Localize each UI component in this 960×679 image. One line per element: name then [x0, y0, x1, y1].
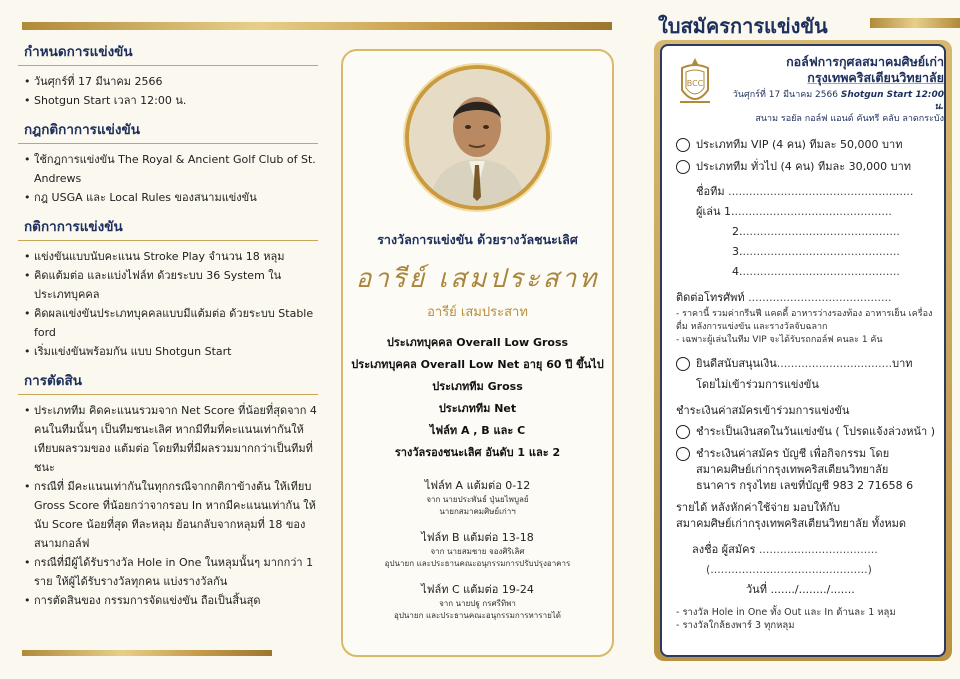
flight-a — [343, 476, 612, 518]
flight-b — [343, 528, 612, 570]
award-item: ประเภททีม Gross — [432, 380, 523, 393]
team-name-field[interactable]: ชื่อทีม ..................................................... — [696, 185, 914, 198]
regulations-section — [18, 118, 318, 207]
section-title: กติกาการแข่งขัน — [18, 215, 318, 241]
option-label: ยินดีสนับสนุนเงิน — [696, 357, 777, 370]
field-label: ติดต่อโทรศัพท์ — [676, 291, 745, 304]
list-item: • Shotgun Start เวลา 12:00 น. — [24, 91, 318, 110]
bank-account-name: สมาคมศิษย์เก่ากรุงเทพคริสเตียนวิทยาลัย — [696, 463, 889, 476]
field-label: ผู้เล่น — [696, 205, 721, 218]
list-item: • กฎ USGA และ Local Rules ของสนามแข่งขัน — [24, 188, 318, 207]
org-name-line2: กรุงเทพคริสเตียนวิทยาลัย — [807, 70, 944, 85]
award-item: ไฟล์ท A , B และ C — [429, 424, 526, 437]
form-title: ใบสมัครการแข่งขัน — [658, 14, 828, 38]
field-label: วันที่ — [746, 583, 767, 596]
award-item: รางวัลรองชนะเลิศ อันดับ 1 และ 2 — [394, 446, 561, 459]
date-field[interactable] — [676, 580, 938, 600]
prize-note-2: - รางวัลใกล้ธงพาร์ 3 ทุกหลุม — [676, 620, 795, 631]
form-title-area — [658, 6, 960, 40]
list-item: • การตัดสินของ กรรมการจัดแข่งขัน ถือเป็นสิ้นสุด — [24, 591, 318, 610]
pay-cash-option[interactable] — [676, 421, 938, 443]
vip-note: - เฉพาะผู้เล่นในทีม VIP จะได้รับรถกอล์ฟ คนละ 1 คัน — [676, 335, 883, 345]
section-title: กำหนดการแข่งขัน — [18, 40, 318, 66]
flight-sponsor: จาก นายประพันธ์ ปุ่นยไพบูลย์ — [426, 495, 529, 504]
top-gold-bar-left — [22, 22, 612, 30]
list-item: • กรณีที่ มีคะแนนเท่ากันในทุกกรณีจากกติกาข้างต้น ให้เทียบ Gross Score ที่น้อยกว่าจากรอบ In หากมีคะแนนเท่ากัน ให้นับ Score น้อยที่สุด ทีละหลุม ย้อนกลับจากหลุมที่ 18 ของสนามกอล์ฟ — [24, 477, 318, 553]
player-number: 1. — [723, 205, 735, 218]
bottom-gold-bar-left — [22, 650, 272, 656]
unit-label: บาท — [892, 357, 913, 370]
org-name-line1: กอล์ฟการกุศลสมาคมศิษย์เก่า — [786, 54, 944, 69]
flight-title: ไฟล์ท B แต้มต่อ 13-18 — [421, 531, 534, 544]
portrait-photo — [405, 65, 550, 210]
pay-transfer-option[interactable] — [676, 443, 938, 494]
signature: อารีย์ เสมประสาท — [355, 264, 600, 294]
list-item: • กรณีที่มีผู้ได้รับรางวัล Hole in One ในหลุมนั้นๆ มากกว่า 1 ราย ให้ผู้ได้รับรางวัลทุกคน แบ่งรางวัลกัน — [24, 553, 318, 591]
application-form-panel — [640, 0, 960, 679]
awards-panel — [341, 49, 614, 657]
player-number: 3. — [732, 245, 743, 258]
awards-list — [343, 332, 612, 464]
player-number: 2. — [732, 225, 743, 238]
list-item: • ใช้กฎการแข่งขัน The Royal & Ancient Golf Club of St. Andrews — [24, 150, 318, 188]
list-item: • แข่งขันแบบนับคะแนน Stroke Play จำนวน 18 หลุม — [24, 247, 318, 266]
schedule-section — [18, 40, 318, 110]
shotgun-time: Shotgun Start 12:00 น. — [840, 90, 944, 112]
prize-note-1: - รางวัล Hole in One ทั้ง Out และ In ด้านละ 1 หลุม — [676, 607, 896, 618]
option-label: ชำระเงินค่าสมัคร บัญชี เพื่อกิจกรรม โดย — [696, 447, 890, 460]
list-item: • ประเภททีม คิดคะแนนรวมจาก Net Score ที่น้อยที่สุดจาก 4 คนในทีมนั้นๆ เป็นทีมชนะเลิศ หากมีทีมที่คะแนนเท่ากันให้เทียบผลรวมของ แต้มต่อ โดยทีมที่มีผลรวมมากกว่าเป็นทีมที่ชนะ — [24, 401, 318, 477]
section-title: กฎกติกาการแข่งขัน — [18, 118, 318, 144]
player-2-field[interactable]: 2.............................................. — [732, 225, 900, 238]
field-label: ลงชื่อ ผู้สมัคร — [692, 543, 756, 556]
award-item: ประเภทบุคคล Overall Low Net อายุ 60 ปี ขึ้นไป — [351, 358, 604, 371]
donate-option[interactable]: ยินดีสนับสนุนเงิน.................................บาท — [676, 353, 938, 375]
flight-c — [343, 580, 612, 622]
date-blank: ......./......../....... — [770, 583, 855, 596]
option-general[interactable] — [676, 156, 938, 178]
radio-button[interactable] — [676, 138, 690, 152]
radio-button[interactable] — [676, 425, 690, 439]
date-text: วันศุกร์ที่ 17 มีนาคม 2566 — [732, 90, 838, 100]
award-item: ประเภททีม Net — [438, 402, 517, 415]
income-note-line2: สมาคมศิษย์เก่ากรุงเทพคริสเตียนวิทยาลัย ทั้งหมด — [676, 517, 907, 530]
form-body — [676, 134, 938, 632]
radio-button[interactable] — [676, 447, 690, 461]
income-note-line1: รายได้ หลังหักค่าใช้จ่าย มอบให้กับ — [676, 501, 841, 514]
option-label: ประเภททีม VIP (4 คน) ทีมละ 50,000 บาท — [696, 138, 903, 151]
list-item: • คิดผลแข่งขันประเภทบุคคลแบบมีแต้มต่อ ด้วยระบบ Stable ford — [24, 304, 318, 342]
venue: สนาม รอยัล กอล์ฟ แอนด์ คันทรี คลับ ลาดกระบัง — [755, 114, 944, 124]
awards-heading: รางวัลการแข่งขัน ด้วยรางวัลชนะเลิศ — [377, 232, 578, 247]
form-header — [722, 54, 944, 125]
option-label: ประเภททีม ทั่วไป (4 คน) ทีมละ 30,000 บาท — [696, 160, 911, 173]
rules-panel — [18, 40, 318, 618]
flight-sponsor-role: อุปนายก และประธานคณะอนุกรรมการหารายได้ — [394, 611, 561, 620]
judging-section — [18, 369, 318, 610]
list-item: • คิดแต้มต่อ และแบ่งไฟล์ท ด้วยระบบ 36 System ในประเภทบุคคล — [24, 266, 318, 304]
flight-sponsor-role: อุปนายก และประธานคณะอนุกรรมการปรับปรุงอาคาร — [384, 559, 571, 568]
radio-button[interactable] — [676, 357, 690, 371]
list-item: • วันศุกร์ที่ 17 มีนาคม 2566 — [24, 72, 318, 91]
list-item: • เริ่มแข่งขันพร้อมกัน แบบ Shotgun Start — [24, 342, 318, 361]
flight-title: ไฟล์ท A แต้มต่อ 0-12 — [424, 479, 531, 492]
event-date — [722, 89, 944, 113]
format-section — [18, 215, 318, 361]
sponsor-name: อารีย์ เสมประสาท — [427, 305, 528, 320]
price-note: - ราคานี้ รวมค่ากรีนฟี แคดดี้ อาหารว่างรองท้อง อาหารเย็น เครื่องดื่ม หลังการแข่งขัน และรางวัลจับฉลาก — [676, 309, 933, 332]
player-number: 4. — [732, 265, 743, 278]
flight-sponsor-role: นายกสมาคมศิษย์เก่าฯ — [439, 507, 516, 516]
payment-title: ชำระเงินค่าสมัครเข้าร่วมการแข่งขัน — [676, 404, 850, 417]
bank-account-number: ธนาคาร กรุงไทย เลขที่บัญชี 983 2 71658 6 — [696, 479, 914, 492]
player-1-field[interactable]: ผู้เล่น 1.............................................. — [696, 205, 892, 218]
option-vip[interactable] — [676, 134, 938, 156]
person-portrait-icon — [409, 69, 546, 206]
flight-sponsor: จาก นายปฐู กรศรีทิพา — [439, 599, 516, 608]
section-title: การตัดสิน — [18, 369, 318, 395]
association-crest-icon — [676, 56, 714, 112]
player-4-field[interactable]: 4.............................................. — [732, 265, 900, 278]
award-item: ประเภทบุคคล Overall Low Gross — [386, 336, 569, 349]
donate-note: โดยไม่เข้าร่วมการแข่งขัน — [696, 378, 819, 391]
signature-field[interactable]: ลงชื่อ ผู้สมัคร .................................. — [692, 543, 878, 556]
contact-phone-field[interactable]: ติดต่อโทรศัพท์ ......................................... — [676, 291, 892, 304]
svg-text:BCC: BCC — [686, 79, 704, 88]
flight-sponsor: จาก นายสมชาย จองศิริเลิศ — [430, 547, 525, 556]
field-label: ชื่อทีม — [696, 185, 725, 198]
title-gold-bar — [870, 18, 960, 28]
player-3-field[interactable]: 3.............................................. — [732, 245, 900, 258]
radio-button[interactable] — [676, 160, 690, 174]
flight-title: ไฟล์ท C แต้มต่อ 19-24 — [421, 583, 534, 596]
application-form — [660, 44, 946, 657]
option-label: ชำระเป็นเงินสดในวันแข่งขัน ( โปรดแจ้งล่วงหน้า ) — [696, 425, 935, 438]
printed-name-field[interactable]: (.............................................) — [706, 563, 872, 576]
